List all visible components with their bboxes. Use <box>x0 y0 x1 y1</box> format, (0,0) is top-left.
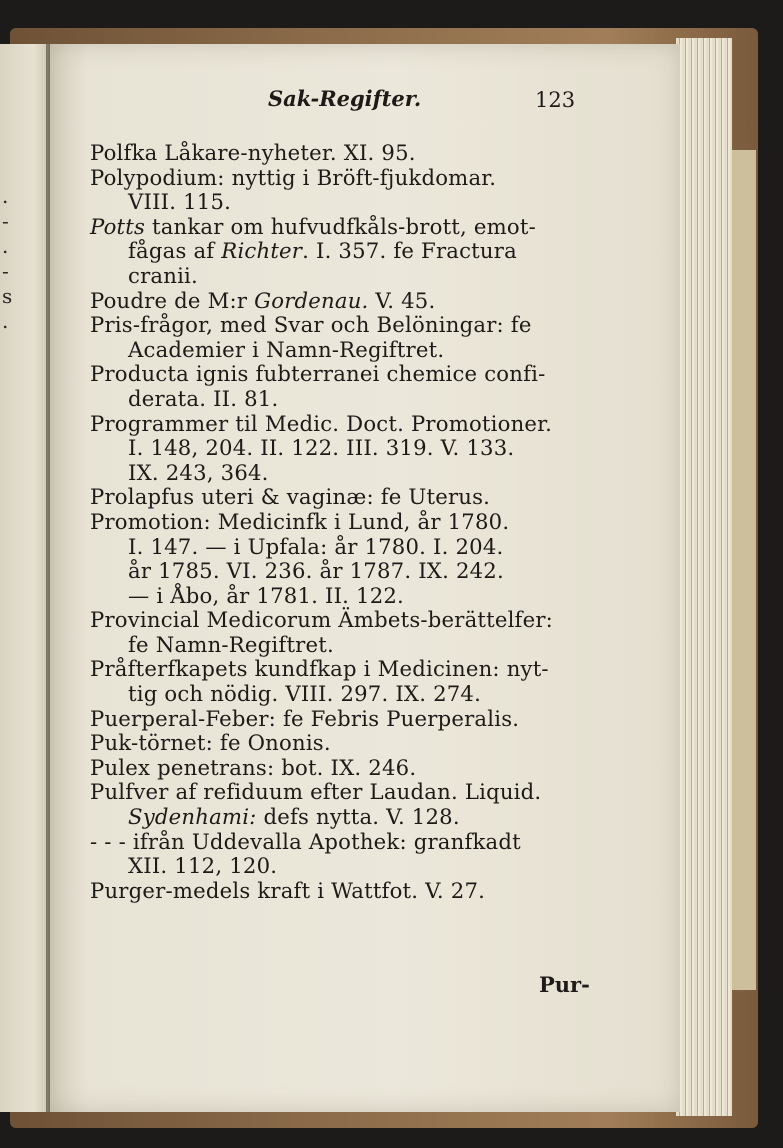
index-entry-continuation: — i Åbo, år 1781. II. 122. <box>128 582 404 608</box>
page-number: 123 <box>535 88 576 112</box>
index-entry-continuation: IX. 243, 364. <box>128 459 269 485</box>
index-entry: Poudre de M:r Gordenau. V. 45. <box>90 287 436 313</box>
index-entry: Programmer til Medic. Doct. Promotioner. <box>90 410 553 436</box>
index-entry-continuation: år 1785. VI. 236. år 1787. IX. 242. <box>128 558 504 584</box>
page-edges <box>676 38 732 1116</box>
index-entry: Sydenhami: defs nytta. V. 128. <box>128 804 460 830</box>
right-page <box>50 44 680 1112</box>
index-entry: Polypodium: nyttig i Bröft-fjukdomar. <box>90 164 497 190</box>
index-entry-continuation: tig och nödig. VIII. 297. IX. 274. <box>128 681 482 707</box>
index-entry-continuation: cranii. <box>128 262 198 288</box>
index-entry: Promotion: Medicinfk i Lund, år 1780. <box>90 508 510 534</box>
index-entry-continuation: VIII. 115. <box>128 189 232 215</box>
index-entry: Pulex penetrans: bot. IX. 246. <box>90 754 417 780</box>
index-entry: Pråfterfkapets kundfkap i Medicinen: nyt- <box>90 656 549 682</box>
left-mark: . <box>2 309 9 333</box>
index-entry: Puk-törnet: fe Ononis. <box>90 730 331 756</box>
index-entry: Purger-medels kraft i Wattfot. V. 27. <box>90 877 486 903</box>
left-mark: . <box>2 184 9 208</box>
catchword: Pur- <box>539 972 590 997</box>
index-entry-continuation: Academier i Namn-Regiftret. <box>128 336 445 362</box>
left-mark: - <box>2 209 9 233</box>
index-entry: Prolapfus uteri & vaginæ: fe Uterus. <box>90 484 491 510</box>
index-entry-continuation: XII. 112, 120. <box>128 853 278 879</box>
index-entry-continuation: I. 148, 204. II. 122. III. 319. V. 133. <box>128 435 515 461</box>
index-entry-continuation: I. 147. — i Upfala: år 1780. I. 204. <box>128 533 504 559</box>
running-head-title: Sak-Regifter. <box>268 86 422 111</box>
index-entry-continuation: fe Namn-Regiftret. <box>128 631 334 657</box>
index-entry: - - - ifrån Uddevalla Apothek: granfkadt <box>90 828 521 854</box>
index-entry: Pulfver af refiduum efter Laudan. Liquid. <box>90 779 542 805</box>
left-page-marks <box>0 184 14 334</box>
index-entries <box>90 141 650 903</box>
left-page <box>0 44 49 1112</box>
index-entry-continuation: derata. II. 81. <box>128 385 279 411</box>
index-entry-continuation: fågas af Richter. I. 357. fe Fractura <box>128 238 517 264</box>
left-mark: . <box>2 234 9 258</box>
left-mark: s <box>2 284 13 308</box>
running-head <box>50 84 680 124</box>
index-entry: Potts tankar om hufvudfkåls-brott, emot- <box>90 213 536 239</box>
index-entry: Pris-frågor, med Svar och Belöningar: fe <box>90 312 532 338</box>
left-mark: - <box>2 259 9 283</box>
index-entry: Producta ignis fubterranei chemice confi- <box>90 361 546 387</box>
index-entry: Polfka Låkare-nyheter. XI. 95. <box>90 140 416 165</box>
index-entry: Puerperal-Feber: fe Febris Puerperalis. <box>90 705 520 731</box>
index-entry: Provincial Medicorum Ämbets-berättelfer: <box>90 607 554 633</box>
